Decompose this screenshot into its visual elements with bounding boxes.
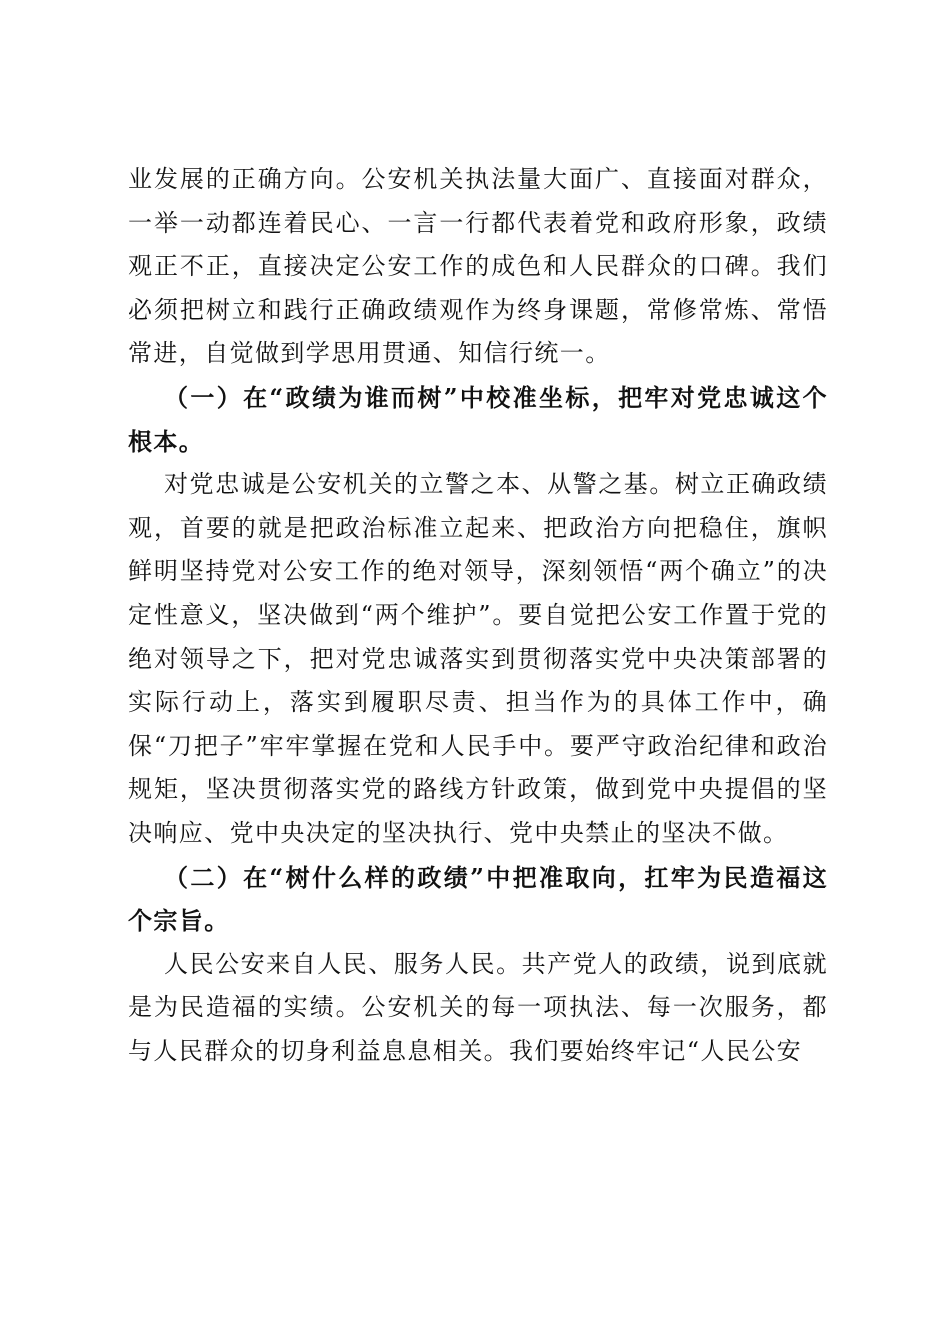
paragraph-continued: 业发展的正确方向。公安机关执法量大面广、直接面对群众，一举一动都连着民心、一言一行都代表着党和政府形象，政绩观正不正，直接决定公安工作的成色和人民群众的口碑。我们必须把树立和践行正确政绩观作为终身课题，常修常炼、常悟常进，自觉做到学思用贯通、知信行统一。 <box>128 165 828 368</box>
paragraph-loyalty: 对党忠诚是公安机关的立警之本、从警之基。树立正确政绩观，首要的就是把政治标准立起来、把政治方向把稳住，旗帜鲜明坚持党对公安工作的绝对领导，深刻领悟“两个确立”的决定性意义，坚决做到“两个维护”。要自觉把公安工作置于党的绝对领导之下，把对党忠诚落实到贯彻落实党中央决策部署的实际行动上，落实到履职尽责、担当作为的具体工作中，确保“刀把子”牢牢掌握在党和人民手中。要严守政治纪律和政治规矩，坚决贯彻落实党的路线方针政策，做到党中央提倡的坚决响应、党中央决定的坚决执行、党中央禁止的坚决不做。 <box>128 470 828 847</box>
section-heading-2: （二）在“树什么样的政绩”中把准取向，扛牢为民造福这个宗旨。 <box>128 862 828 936</box>
paragraph-people: 人民公安来自人民、服务人民。共产党人的政绩，说到底就是为民造福的实绩。公安机关的每一项执法、每一次服务，都与人民群众的切身利益息息相关。我们要始终牢记“人民公安 <box>128 949 828 1065</box>
section-heading-1: （一）在“政绩为谁而树”中校准坐标，把牢对党忠诚这个根本。 <box>128 382 828 456</box>
document-body <box>128 158 828 1073</box>
